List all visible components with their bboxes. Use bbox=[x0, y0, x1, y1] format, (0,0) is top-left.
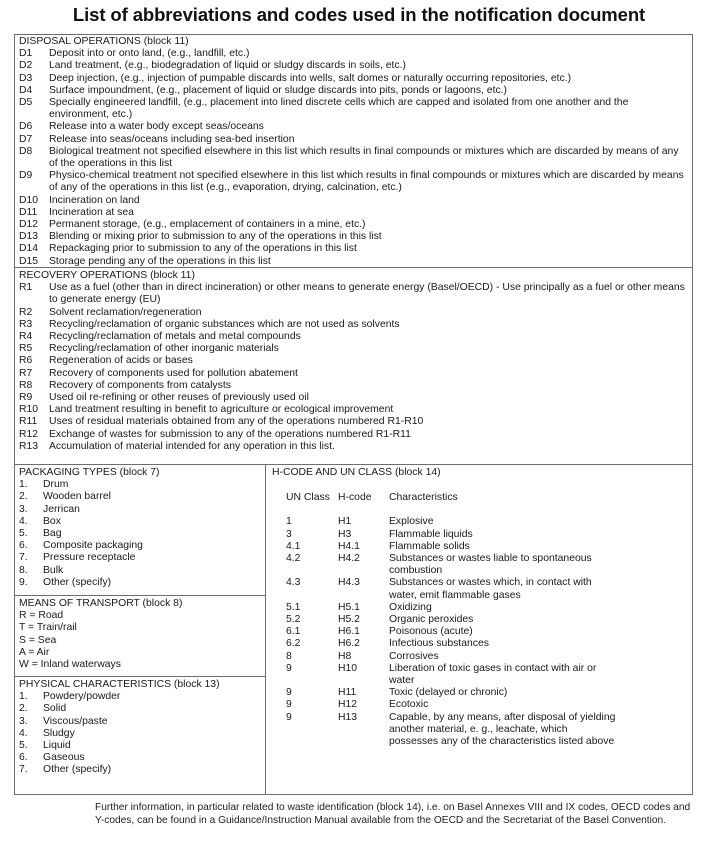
un-class: 3 bbox=[286, 528, 292, 540]
physical-item bbox=[19, 752, 261, 764]
packaging-item bbox=[19, 516, 261, 528]
packaging-code: 7. bbox=[19, 552, 28, 564]
un-class: 5.1 bbox=[286, 601, 301, 613]
packaging-description: Bag bbox=[43, 528, 62, 540]
disposal-list bbox=[19, 48, 687, 268]
packaging-description: Other (specify) bbox=[43, 576, 112, 588]
disposal-code: D14 bbox=[19, 243, 39, 255]
characteristic: Organic peroxides bbox=[389, 614, 474, 626]
physical-item bbox=[19, 691, 261, 703]
transport-list bbox=[19, 610, 261, 671]
recovery-item bbox=[19, 282, 687, 306]
recovery-section bbox=[19, 270, 687, 453]
disposal-item bbox=[19, 85, 687, 97]
packaging-code: 9. bbox=[19, 576, 28, 588]
recovery-code: R10 bbox=[19, 404, 39, 416]
physical-code: 6. bbox=[19, 752, 28, 764]
packaging-description: Drum bbox=[43, 479, 69, 491]
h-code: H4.3 bbox=[338, 577, 360, 589]
hcode-row bbox=[286, 516, 616, 528]
recovery-description: Regeneration of acids or bases bbox=[49, 355, 193, 367]
hcode-row bbox=[286, 626, 616, 638]
packaging-code: 5. bbox=[19, 528, 28, 540]
recovery-list bbox=[19, 282, 687, 453]
footer-note: Further information, in particular related to waste identification (block 14), i.e. on Basel Annexes VIII and IX codes, OECD codes and Y-codes, can be found in a Guidance/Instruction Manual available from the OECD and the Secretariat of the Basel Convention. bbox=[95, 802, 691, 826]
recovery-code: R11 bbox=[19, 416, 38, 428]
disposal-header: DISPOSAL OPERATIONS (block 11) bbox=[19, 36, 189, 47]
un-class: 5.2 bbox=[286, 614, 301, 626]
disposal-code: D10 bbox=[19, 194, 39, 206]
characteristic: Substances or wastes which, in contact with water, emit flammable gases bbox=[389, 577, 592, 601]
recovery-item bbox=[19, 392, 687, 404]
un-class: 6.1 bbox=[286, 626, 301, 638]
disposal-description: Repackaging prior to submission to any of the operations in this list bbox=[49, 243, 357, 255]
un-class: 9 bbox=[286, 699, 292, 711]
disposal-code: D5 bbox=[19, 97, 33, 109]
hcode-row bbox=[286, 602, 616, 614]
characteristic: Toxic (delayed or chronic) bbox=[389, 687, 508, 699]
physical-description: Sludgy bbox=[43, 727, 75, 739]
physical-header: PHYSICAL CHARACTERISTICS (block 13) bbox=[19, 679, 220, 690]
recovery-description: Used oil re-refining or other reuses of previously used oil bbox=[49, 392, 309, 404]
packaging-description: Wooden barrel bbox=[43, 491, 111, 503]
disposal-item bbox=[19, 195, 687, 207]
disposal-item bbox=[19, 134, 687, 146]
disposal-code: D9 bbox=[19, 170, 33, 182]
transport-header: MEANS OF TRANSPORT (block 8) bbox=[19, 598, 183, 609]
physical-code: 3. bbox=[19, 715, 28, 727]
divider-recovery-bottom bbox=[14, 464, 693, 465]
recovery-code: R7 bbox=[19, 367, 33, 379]
disposal-description: Permanent storage, (e.g., emplacement of containers in a mine, etc.) bbox=[49, 219, 366, 231]
recovery-code: R13 bbox=[19, 440, 39, 452]
disposal-section bbox=[19, 36, 687, 268]
characteristic: Flammable liquids bbox=[389, 528, 473, 540]
characteristic: Infectious substances bbox=[389, 638, 489, 650]
un-class: 9 bbox=[286, 687, 292, 699]
h-code: H1 bbox=[338, 516, 352, 528]
recovery-description: Recovery of components from catalysts bbox=[49, 379, 231, 391]
hcode-row bbox=[286, 699, 616, 711]
recovery-code: R6 bbox=[19, 355, 33, 367]
h-code: H8 bbox=[338, 650, 352, 662]
recovery-item bbox=[19, 368, 687, 380]
recovery-description: Accumulation of material intended for any operation in this list. bbox=[49, 440, 335, 452]
packaging-code: 6. bbox=[19, 540, 28, 552]
characteristic: Liberation of toxic gases in contact with air or water bbox=[389, 662, 597, 687]
physical-description: Powdery/powder bbox=[43, 691, 121, 703]
disposal-description: Biological treatment not specified elsewhere in this list which results in final compounds or mixtures which are discarded by means of any of the operations in this list bbox=[49, 145, 679, 170]
un-class: 9 bbox=[286, 711, 292, 723]
physical-code: 2. bbox=[19, 703, 28, 715]
physical-item bbox=[19, 716, 261, 728]
disposal-description: Specially engineered landfill, (e.g., placement into lined discrete cells which are capped and isolated from one another and the environment, etc.) bbox=[49, 97, 629, 121]
disposal-description: Release into seas/oceans including sea-bed insertion bbox=[49, 133, 295, 145]
physical-description: Gaseous bbox=[43, 752, 85, 764]
disposal-code: D3 bbox=[19, 72, 33, 84]
physical-list bbox=[19, 691, 261, 776]
hcode-row bbox=[286, 638, 616, 650]
h-code: H12 bbox=[338, 699, 358, 711]
recovery-code: R3 bbox=[19, 318, 33, 330]
hcode-column-headers bbox=[286, 492, 688, 504]
disposal-item bbox=[19, 121, 687, 133]
packaging-header: PACKAGING TYPES (block 7) bbox=[19, 467, 160, 478]
hcode-section bbox=[272, 467, 688, 748]
transport-section bbox=[19, 598, 261, 671]
disposal-code: D4 bbox=[19, 84, 33, 96]
disposal-description: Incineration at sea bbox=[49, 206, 134, 218]
disposal-code: D13 bbox=[19, 231, 39, 243]
h-code: H4.2 bbox=[338, 553, 360, 565]
characteristic: Flammable solids bbox=[389, 540, 470, 552]
un-class: 4.1 bbox=[286, 540, 301, 552]
disposal-description: Release into a water body except seas/oceans bbox=[49, 121, 264, 133]
document-title: List of abbreviations and codes used in the notification document bbox=[72, 4, 646, 25]
disposal-code: D8 bbox=[19, 145, 33, 157]
h-code: H5.1 bbox=[338, 601, 360, 613]
disposal-description: Land treatment, (e.g., biodegradation of liquid or sludgy discards in soils, etc.) bbox=[49, 60, 406, 72]
physical-description: Viscous/paste bbox=[43, 715, 108, 727]
un-class: 1 bbox=[286, 516, 292, 528]
physical-description: Solid bbox=[43, 703, 67, 715]
characteristic: Corrosives bbox=[389, 650, 439, 662]
divider-transport-physical bbox=[14, 676, 266, 677]
disposal-code: D2 bbox=[19, 60, 33, 72]
un-class: 4.2 bbox=[286, 553, 301, 565]
disposal-item bbox=[19, 48, 687, 60]
transport-item: R = Road bbox=[19, 610, 64, 622]
recovery-code: R9 bbox=[19, 392, 33, 404]
transport-item: S = Sea bbox=[19, 634, 57, 646]
disposal-description: Physico-chemical treatment not specified elsewhere in this list which results in final compounds or mixtures which are discarded by means of any of the operations in this list (e.g., evaporation, drying, calcination, etc.) bbox=[49, 170, 684, 194]
recovery-item bbox=[19, 307, 687, 319]
packaging-code: 8. bbox=[19, 564, 28, 576]
un-class: 8 bbox=[286, 650, 292, 662]
packaging-item bbox=[19, 491, 261, 503]
disposal-item bbox=[19, 207, 687, 219]
h-code: H6.1 bbox=[338, 626, 360, 638]
hcode-row bbox=[286, 577, 616, 601]
recovery-description: Recycling/reclamation of metals and metal compounds bbox=[49, 331, 301, 343]
characteristic: Ecotoxic bbox=[389, 699, 429, 711]
recovery-code: R12 bbox=[19, 428, 39, 440]
column-header-characteristics: Characteristics bbox=[389, 492, 458, 504]
transport-item: W = Inland waterways bbox=[19, 659, 121, 671]
recovery-description: Recycling/reclamation of organic substances which are not used as solvents bbox=[49, 318, 400, 330]
recovery-code: R5 bbox=[19, 343, 33, 355]
un-class: 9 bbox=[286, 662, 292, 674]
physical-code: 4. bbox=[19, 727, 28, 739]
recovery-item bbox=[19, 355, 687, 367]
disposal-description: Deep injection, (e.g., injection of pumpable discards into wells, salt domes or naturally occurring repositories, etc.) bbox=[49, 72, 572, 84]
disposal-description: Storage pending any of the operations in this list bbox=[49, 255, 271, 267]
column-header-h-code: H-code bbox=[338, 492, 372, 504]
hcode-list bbox=[286, 516, 616, 748]
disposal-description: Surface impoundment, (e.g., placement of liquid or sludge discards into pits, ponds or lagoons, etc.) bbox=[49, 84, 508, 96]
hcode-row bbox=[286, 651, 616, 663]
characteristic: Capable, by any means, after disposal of yielding another material, e. g., leachate, which possesses any of the characteristics listed above bbox=[389, 711, 616, 748]
transport-item: A = Air bbox=[19, 646, 50, 658]
packaging-description: Bulk bbox=[43, 564, 64, 576]
recovery-code: R8 bbox=[19, 379, 33, 391]
un-class: 4.3 bbox=[286, 577, 301, 589]
divider-vertical bbox=[265, 464, 266, 794]
disposal-item bbox=[19, 256, 687, 268]
h-code: H3 bbox=[338, 528, 352, 540]
recovery-item bbox=[19, 416, 687, 428]
packaging-code: 3. bbox=[19, 503, 28, 515]
packaging-list bbox=[19, 479, 261, 589]
physical-item bbox=[19, 728, 261, 740]
packaging-item bbox=[19, 479, 261, 491]
recovery-description: Exchange of wastes for submission to any of the operations numbered R1-R11 bbox=[49, 428, 411, 440]
packaging-section bbox=[19, 467, 261, 589]
recovery-item bbox=[19, 319, 687, 331]
recovery-description: Recycling/reclamation of other inorganic materials bbox=[49, 343, 279, 355]
h-code: H6.2 bbox=[338, 638, 360, 650]
disposal-description: Blending or mixing prior to submission to any of the operations in this list bbox=[49, 231, 382, 243]
recovery-description: Use as a fuel (other than in direct incineration) or other means to generate energy (Basel/OECD) - Use principally as a fuel or other means to generate energy (EU) bbox=[49, 282, 685, 306]
disposal-description: Incineration on land bbox=[49, 194, 140, 206]
packaging-item bbox=[19, 528, 261, 540]
physical-code: 7. bbox=[19, 764, 28, 776]
disposal-item bbox=[19, 243, 687, 255]
disposal-item bbox=[19, 60, 687, 72]
h-code: H5.2 bbox=[338, 614, 360, 626]
physical-item bbox=[19, 703, 261, 715]
recovery-item bbox=[19, 429, 687, 441]
transport-item: T = Train/rail bbox=[19, 622, 77, 634]
recovery-header: RECOVERY OPERATIONS (block 11) bbox=[19, 270, 195, 281]
divider-packaging-transport bbox=[14, 595, 266, 596]
disposal-item bbox=[19, 97, 687, 121]
disposal-code: D7 bbox=[19, 133, 33, 145]
packaging-item bbox=[19, 565, 261, 577]
packaging-description: Box bbox=[43, 515, 61, 527]
recovery-code: R1 bbox=[19, 282, 33, 294]
physical-code: 5. bbox=[19, 740, 28, 752]
packaging-item bbox=[19, 504, 261, 516]
recovery-description: Solvent reclamation/regeneration bbox=[49, 306, 202, 318]
recovery-item bbox=[19, 380, 687, 392]
characteristic: Explosive bbox=[389, 516, 434, 528]
recovery-item bbox=[19, 343, 687, 355]
physical-section bbox=[19, 679, 261, 777]
un-class: 6.2 bbox=[286, 638, 301, 650]
physical-item bbox=[19, 740, 261, 752]
h-code: H4.1 bbox=[338, 540, 360, 552]
physical-item bbox=[19, 764, 261, 776]
characteristic: Poisonous (acute) bbox=[389, 626, 473, 638]
recovery-description: Uses of residual materials obtained from any of the operations numbered R1-R10 bbox=[49, 416, 424, 428]
recovery-code: R2 bbox=[19, 306, 33, 318]
recovery-item bbox=[19, 331, 687, 343]
characteristic: Oxidizing bbox=[389, 601, 432, 613]
hcode-row bbox=[286, 529, 616, 541]
recovery-item bbox=[19, 441, 687, 453]
packaging-code: 2. bbox=[19, 491, 28, 503]
hcode-row bbox=[286, 712, 616, 749]
disposal-item bbox=[19, 170, 687, 194]
disposal-code: D12 bbox=[19, 219, 39, 231]
disposal-code: D1 bbox=[19, 48, 33, 60]
packaging-description: Jerrican bbox=[43, 503, 80, 515]
recovery-description: Recovery of components used for pollution abatement bbox=[49, 367, 298, 379]
recovery-item bbox=[19, 404, 687, 416]
column-header-un-class: UN Class bbox=[286, 492, 330, 504]
hcode-row bbox=[286, 614, 616, 626]
packaging-item bbox=[19, 540, 261, 552]
disposal-code: D15 bbox=[19, 255, 39, 267]
packaging-code: 4. bbox=[19, 515, 28, 527]
hcode-row bbox=[286, 663, 616, 687]
disposal-item bbox=[19, 146, 687, 170]
hcode-row bbox=[286, 553, 616, 577]
disposal-description: Deposit into or onto land, (e.g., landfill, etc.) bbox=[49, 48, 250, 60]
disposal-code: D11 bbox=[19, 206, 38, 218]
physical-code: 1. bbox=[19, 691, 28, 703]
disposal-item bbox=[19, 73, 687, 85]
hcode-row bbox=[286, 687, 616, 699]
hcode-header: H-CODE AND UN CLASS (block 14) bbox=[272, 467, 441, 478]
physical-description: Other (specify) bbox=[43, 764, 112, 776]
h-code: H11 bbox=[338, 687, 357, 699]
packaging-code: 1. bbox=[19, 479, 28, 491]
disposal-code: D6 bbox=[19, 121, 33, 133]
disposal-item bbox=[19, 219, 687, 231]
packaging-description: Composite packaging bbox=[43, 540, 143, 552]
characteristic: Substances or wastes liable to spontaneous combustion bbox=[389, 553, 592, 577]
packaging-item bbox=[19, 552, 261, 564]
packaging-item bbox=[19, 577, 261, 589]
h-code: H13 bbox=[338, 711, 358, 723]
recovery-description: Land treatment resulting in benefit to agriculture or ecological improvement bbox=[49, 404, 394, 416]
disposal-item bbox=[19, 231, 687, 243]
packaging-description: Pressure receptacle bbox=[43, 552, 136, 564]
recovery-code: R4 bbox=[19, 331, 33, 343]
physical-description: Liquid bbox=[43, 740, 71, 752]
hcode-row bbox=[286, 541, 616, 553]
h-code: H10 bbox=[338, 662, 358, 674]
